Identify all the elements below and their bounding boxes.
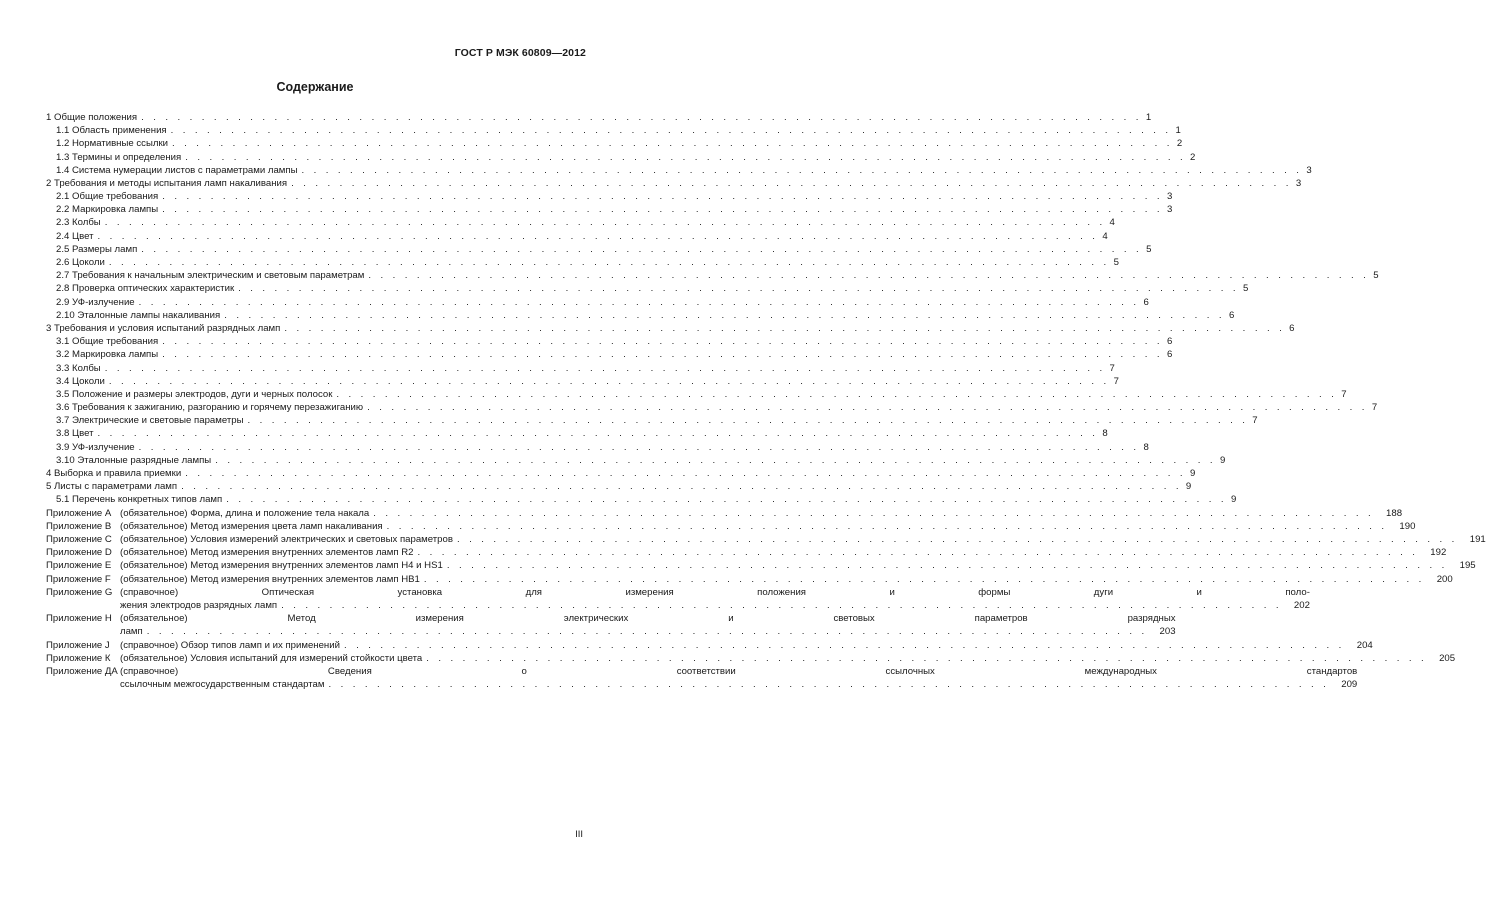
- appendix-entry[interactable]: [46, 652, 1456, 665]
- toc-entry-page: 1: [1175, 125, 1181, 137]
- toc-entry-label: 2.5 Размеры ламп: [56, 243, 138, 255]
- toc-entry[interactable]: [46, 151, 1196, 164]
- appendix-body: [120, 559, 1476, 572]
- appendix-title: (справочное) Обзор типов ламп и их применений: [120, 639, 340, 651]
- appendix-entry[interactable]: [46, 612, 1176, 638]
- toc-entry-label: 4 Выборка и правила приемки: [46, 468, 182, 480]
- appendix-title: (обязательное) Условия измерений электрических и световых параметров: [120, 534, 453, 546]
- toc-entry-label: 1.1 Область применения: [56, 125, 167, 137]
- dot-leader: . . . . . . . . . . . . . . . . . . . . . . . . . . . . . . . . . . . . . . . . . . . . . . . . . . . . . . . . . . . . . . . . . . . . . . . . . . . . . . . . . . .: [108, 257, 1110, 269]
- dot-leader: . . . . . . . . . . . . . . . . . . . . . . . . . . . . . . . . . . . . . . . . . . . . . . . . . . . . . . . . . . . . . . . . . . . . . . . . . . . . . . . . . . .: [368, 270, 1370, 282]
- toc-entry-label: 1 Общие положения: [46, 111, 138, 123]
- dot-leader: . . . . . . . . . . . . . . . . . . . . . . . . . . . . . . . . . . . . . . . . . . . . . . . . . . . . . . . . . . . . . . . . . . . . . . . . . . . . . . . . . . .: [291, 177, 1292, 189]
- appendix-name: Приложение Н: [46, 613, 112, 625]
- appendix-body: [120, 586, 1310, 612]
- dot-leader: . . . . . . . . . . . . . . . . . . . . . . . . . . . . . . . . . . . . . . . . . . . . . . . . . . . . . . . . . . . . . . . . . . . . . . . . . . . . . . . . . . .: [446, 560, 1448, 572]
- appendix-body: [120, 520, 1415, 533]
- appendix-title-line: [120, 639, 1373, 652]
- dot-leader: . . . . . . . . . . . . . . . . . . . . . . . . . . . . . . . . . . . . . . . . . . . . . . . . . . . . . . . . . . . . . . . . . . . . . . . . . . . . . . . . . . .: [301, 164, 1303, 176]
- dot-leader: . . . . . . . . . . . . . . . . . . . . . . . . . . . . . . . . . . . . . . . . . . . . . . . . . . . . . . . . . . . . . . . . . . . . . . . . . . . . . . . . . . .: [146, 626, 1148, 638]
- toc-entry-page: 6: [1229, 309, 1235, 321]
- toc-entry[interactable]: [46, 111, 1152, 124]
- appendix-title: ламп: [120, 626, 143, 638]
- appendix-name: Приложение F: [46, 573, 111, 585]
- page-title: Содержание: [276, 80, 354, 94]
- appendix-title-line: [120, 586, 1310, 599]
- dot-leader: . . . . . . . . . . . . . . . . . . . . . . . . . . . . . . . . . . . . . . . . . . . . . . . . . . . . . . . . . . . . . . . . . . . . . . . . . . . . . . . . . . .: [104, 217, 1106, 229]
- toc-entry-page: 7: [1113, 375, 1119, 387]
- toc-entry[interactable]: [46, 454, 1226, 467]
- appendix-page: 195: [1459, 560, 1476, 572]
- appendix-body: [120, 652, 1455, 665]
- toc-entry-page: 3: [1167, 191, 1173, 203]
- toc-entry[interactable]: [46, 282, 1249, 295]
- appendix-name: Приложение ДА: [46, 666, 118, 677]
- appendix-name: Приложение J: [46, 639, 110, 651]
- toc-entry-label: 3.10 Эталонные разрядные лампы: [56, 454, 212, 466]
- toc-entry-page: 7: [1252, 415, 1258, 427]
- dot-leader: . . . . . . . . . . . . . . . . . . . . . . . . . . . . . . . . . . . . . . . . . . . . . . . . . . . . . . . . . . . . . . . . . . . . . . . . . . . . . . . . . . .: [141, 111, 1142, 123]
- dot-leader: . . . . . . . . . . . . . . . . . . . . . . . . . . . . . . . . . . . . . . . . . . . . . . . . . . . . . . . . . . . . . . . . . . . . . . . . . . . . . . . . . . .: [247, 415, 1249, 427]
- appendix-title: (обязательное) Метод измерения электрических и световых параметров разрядных: [120, 613, 1176, 625]
- appendix-title: (обязательное) Метод измерения внутренних элементов ламп R2: [120, 547, 414, 559]
- toc-entry-page: 3: [1306, 164, 1312, 176]
- toc-entry-page: 4: [1102, 230, 1108, 242]
- toc-entry-page: 7: [1371, 402, 1378, 414]
- appendix-entry[interactable]: [46, 573, 1453, 586]
- appendix-title: (обязательное) Метод измерения цвета ламп накаливания: [120, 520, 383, 532]
- dot-leader: . . . . . . . . . . . . . . . . . . . . . . . . . . . . . . . . . . . . . . . . . . . . . . . . . . . . . . . . . . . . . . . . . . . . . . . . . . . . . . . . . . .: [367, 402, 1368, 414]
- table-of-contents: [46, 111, 1486, 691]
- appendix-name: Приложение G: [46, 586, 113, 598]
- toc-entry[interactable]: [46, 230, 1108, 243]
- toc-entry-label: 2.1 Общие требования: [56, 191, 159, 203]
- toc-entry-page: 5: [1373, 270, 1379, 282]
- appendix-page: 192: [1430, 547, 1447, 559]
- toc-entry-page: 3: [1295, 177, 1302, 189]
- toc-entry-label: 5 Листы с параметрами ламп: [46, 481, 178, 493]
- dot-leader: . . . . . . . . . . . . . . . . . . . . . . . . . . . . . . . . . . . . . . . . . . . . . . . . . . . . . . . . . . . . . . . . . . . . . . . . . . . . . . . . . . .: [97, 230, 1099, 242]
- appendix-page: 190: [1399, 520, 1416, 532]
- appendix-title: (обязательное) Метод измерения внутренних элементов ламп HB1: [120, 573, 420, 585]
- appendix-page: 209: [1341, 679, 1358, 691]
- appendix-title-line: [120, 599, 1310, 612]
- toc-entry[interactable]: [46, 137, 1183, 150]
- appendix-page: 203: [1159, 626, 1176, 638]
- appendix-entry[interactable]: [46, 586, 1310, 612]
- toc-entry-page: 6: [1167, 336, 1173, 348]
- toc-entry-page: 5: [1242, 283, 1249, 295]
- dot-leader: . . . . . . . . . . . . . . . . . . . . . . . . . . . . . . . . . . . . . . . . . . . . . . . . . . . . . . . . . . . . . . . . . . . . . . . . . . . . . . . . . . .: [456, 534, 1458, 546]
- toc-entry[interactable]: [46, 243, 1152, 256]
- dot-leader: . . . . . . . . . . . . . . . . . . . . . . . . . . . . . . . . . . . . . . . . . . . . . . . . . . . . . . . . . . . . . . . . . . . . . . . . . . . . . . . . . . .: [426, 652, 1428, 664]
- toc-entry[interactable]: [46, 414, 1258, 427]
- dot-leader: . . . . . . . . . . . . . . . . . . . . . . . . . . . . . . . . . . . . . . . . . . . . . . . . . . . . . . . . . . . . . . . . . . . . . . . . . . . . . . . . . . .: [238, 283, 1239, 295]
- toc-entry[interactable]: [46, 177, 1302, 190]
- toc-entry-label: 2.10 Эталонные лампы накаливания: [56, 309, 221, 321]
- appendix-page: 205: [1439, 652, 1456, 664]
- toc-entry-page: 5: [1113, 257, 1119, 269]
- toc-entry-page: 3: [1166, 204, 1173, 216]
- appendix-title: (справочное) Оптическая установка для измерения положения и формы дуги и поло-: [120, 586, 1310, 598]
- appendix-title-line: [120, 665, 1357, 678]
- toc-entry[interactable]: [46, 164, 1312, 177]
- toc-entry-label: 2.3 Колбы: [56, 217, 101, 229]
- toc-entry[interactable]: [46, 467, 1196, 480]
- appendix-title-line: [120, 652, 1455, 665]
- appendix-title-line: [120, 573, 1453, 586]
- dot-leader: . . . . . . . . . . . . . . . . . . . . . . . . . . . . . . . . . . . . . . . . . . . . . . . . . . . . . . . . . . . . . . . . . . . . . . . . . . . . . . . . . . .: [185, 468, 1187, 480]
- toc-entry-label: 3.6 Требования к зажиганию, разгоранию и горячему перезажиганию: [56, 402, 364, 414]
- dot-leader: . . . . . . . . . . . . . . . . . . . . . . . . . . . . . . . . . . . . . . . . . . . . . . . . . . . . . . . . . . . . . . . . . . . . . . . . . . . . . . . . . . .: [281, 600, 1282, 612]
- appendix-title-line: [120, 559, 1476, 572]
- dot-leader: . . . . . . . . . . . . . . . . . . . . . . . . . . . . . . . . . . . . . . . . . . . . . . . . . . . . . . . . . . . . . . . . . . . . . . . . . . . . . . . . . . .: [343, 639, 1345, 651]
- appendix-body: [120, 665, 1357, 691]
- dot-leader: . . . . . . . . . . . . . . . . . . . . . . . . . . . . . . . . . . . . . . . . . . . . . . . . . . . . . . . . . . . . . . . . . . . . . . . . . . . . . . . . . . .: [104, 362, 1106, 374]
- dot-leader: . . . . . . . . . . . . . . . . . . . . . . . . . . . . . . . . . . . . . . . . . . . . . . . . . . . . . . . . . . . . . . . . . . . . . . . . . . . . . . . . . . .: [284, 322, 1286, 334]
- appendix-entry[interactable]: [46, 533, 1486, 546]
- appendix-entry[interactable]: [46, 665, 1358, 691]
- toc-entry[interactable]: [46, 375, 1119, 388]
- toc-entry[interactable]: [46, 362, 1115, 375]
- appendix-title: (обязательное) Метод измерения внутренних элементов ламп H4 и HS1: [120, 560, 443, 572]
- toc-entry-page: 1: [1145, 111, 1152, 123]
- appendix-title-line: [120, 612, 1176, 625]
- toc-entry-label: 3.1 Общие требования: [56, 336, 159, 348]
- toc-entry-page: 9: [1220, 454, 1226, 466]
- dot-leader: . . . . . . . . . . . . . . . . . . . . . . . . . . . . . . . . . . . . . . . . . . . . . . . . . . . . . . . . . . . . . . . . . . . . . . . . . . . . . . . . . . .: [162, 336, 1163, 348]
- dot-leader: . . . . . . . . . . . . . . . . . . . . . . . . . . . . . . . . . . . . . . . . . . . . . . . . . . . . . . . . . . . . . . . . . . . . . . . . . . . . . . . . . . .: [215, 454, 1216, 466]
- dot-leader: . . . . . . . . . . . . . . . . . . . . . . . . . . . . . . . . . . . . . . . . . . . . . . . . . . . . . . . . . . . . . . . . . . . . . . . . . . . . . . . . . . .: [141, 243, 1143, 255]
- appendix-title: жения электродов разрядных ламп: [120, 600, 278, 612]
- dot-leader: . . . . . . . . . . . . . . . . . . . . . . . . . . . . . . . . . . . . . . . . . . . . . . . . . . . . . . . . . . . . . . . . . . . . . . . . . . . . . . . . . . .: [423, 573, 1425, 585]
- dot-leader: . . . . . . . . . . . . . . . . . . . . . . . . . . . . . . . . . . . . . . . . . . . . . . . . . . . . . . . . . . . . . . . . . . . . . . . . . . . . . . . . . . .: [138, 296, 1140, 308]
- dot-leader: . . . . . . . . . . . . . . . . . . . . . . . . . . . . . . . . . . . . . . . . . . . . . . . . . . . . . . . . . . . . . . . . . . . . . . . . . . . . . . . . . . .: [373, 507, 1375, 519]
- appendix-name: Приложение К: [46, 652, 111, 664]
- toc-entry-label: 5.1 Перечень конкретных типов ламп: [56, 494, 223, 506]
- dot-leader: . . . . . . . . . . . . . . . . . . . . . . . . . . . . . . . . . . . . . . . . . . . . . . . . . . . . . . . . . . . . . . . . . . . . . . . . . . . . . . . . . . .: [417, 547, 1419, 559]
- appendix-body: [120, 573, 1453, 586]
- dot-leader: . . . . . . . . . . . . . . . . . . . . . . . . . . . . . . . . . . . . . . . . . . . . . . . . . . . . . . . . . . . . . . . . . . . . . . . . . . . . . . . . . . .: [181, 481, 1182, 493]
- dot-leader: . . . . . . . . . . . . . . . . . . . . . . . . . . . . . . . . . . . . . . . . . . . . . . . . . . . . . . . . . . . . . . . . . . . . . . . . . . . . . . . . . . .: [97, 428, 1099, 440]
- appendix-title: (справочное) Сведения о соответствии ссылочных международных стандартов: [120, 666, 1358, 677]
- toc-entry[interactable]: [46, 493, 1237, 506]
- dot-leader: . . . . . . . . . . . . . . . . . . . . . . . . . . . . . . . . . . . . . . . . . . . . . . . . . . . . . . . . . . . . . . . . . . . . . . . . . . . . . . . . . . .: [162, 204, 1163, 216]
- toc-entry-label: 3.9 УФ-излучение: [56, 441, 135, 453]
- toc-entry[interactable]: [46, 335, 1173, 348]
- dot-leader: . . . . . . . . . . . . . . . . . . . . . . . . . . . . . . . . . . . . . . . . . . . . . . . . . . . . . . . . . . . . . . . . . . . . . . . . . . . . . . . . . . .: [336, 388, 1338, 400]
- appendix-name: Приложение Е: [46, 560, 112, 572]
- toc-entry-page: 6: [1166, 349, 1173, 361]
- appendix-body: [120, 639, 1373, 652]
- toc-entry-page: 6: [1143, 296, 1149, 308]
- toc-entry-page: 2: [1176, 138, 1183, 150]
- page-number: III: [575, 829, 583, 840]
- toc-entry-page: 6: [1289, 322, 1295, 334]
- dot-leader: . . . . . . . . . . . . . . . . . . . . . . . . . . . . . . . . . . . . . . . . . . . . . . . . . . . . . . . . . . . . . . . . . . . . . . . . . . . . . . . . . . .: [162, 191, 1163, 203]
- toc-entry[interactable]: [46, 428, 1108, 441]
- appendix-title: (обязательное) Форма, длина и положение тела накала: [120, 507, 370, 519]
- toc-entry[interactable]: [46, 190, 1173, 203]
- toc-entry-label: 3.4 Цоколи: [56, 375, 105, 387]
- appendix-title: ссылочным межгосударственным стандартам: [120, 679, 325, 691]
- dot-leader: . . . . . . . . . . . . . . . . . . . . . . . . . . . . . . . . . . . . . . . . . . . . . . . . . . . . . . . . . . . . . . . . . . . . . . . . . . . . . . . . . . .: [108, 375, 1110, 387]
- toc-entry-label: 3.3 Колбы: [56, 362, 101, 374]
- toc-entry[interactable]: [46, 256, 1119, 269]
- dot-leader: . . . . . . . . . . . . . . . . . . . . . . . . . . . . . . . . . . . . . . . . . . . . . . . . . . . . . . . . . . . . . . . . . . . . . . . . . . . . . . . . . . .: [226, 494, 1228, 506]
- appendix-entry[interactable]: [46, 507, 1403, 520]
- toc-entry-page: 4: [1109, 217, 1115, 229]
- dot-leader: . . . . . . . . . . . . . . . . . . . . . . . . . . . . . . . . . . . . . . . . . . . . . . . . . . . . . . . . . . . . . . . . . . . . . . . . . . . . . . . . . . .: [172, 138, 1173, 150]
- toc-entry-label: 2 Требования и методы испытания ламп накаливания: [46, 177, 288, 189]
- toc-entry-page: 5: [1146, 243, 1152, 255]
- appendix-page: 200: [1436, 573, 1453, 585]
- toc-entry-label: 3.7 Электрические и световые параметры: [56, 415, 244, 427]
- appendix-name: Приложение С: [46, 534, 112, 546]
- appendix-name: Приложение В: [46, 520, 112, 532]
- toc-entry[interactable]: [46, 388, 1347, 401]
- toc-entry-page: 9: [1231, 494, 1237, 506]
- toc-entry[interactable]: [46, 401, 1378, 414]
- dot-leader: . . . . . . . . . . . . . . . . . . . . . . . . . . . . . . . . . . . . . . . . . . . . . . . . . . . . . . . . . . . . . . . . . . . . . . . . . . . . . . . . . . .: [328, 679, 1330, 691]
- toc-entry[interactable]: [46, 322, 1295, 335]
- appendix-page: 188: [1386, 507, 1403, 519]
- appendix-entry[interactable]: [46, 520, 1416, 533]
- toc-entry-page: 7: [1109, 362, 1115, 374]
- appendix-title-line: [120, 678, 1357, 691]
- toc-entry-label: 2.2 Маркировка лампы: [56, 204, 159, 216]
- toc-entry[interactable]: [46, 348, 1173, 361]
- toc-entry[interactable]: [46, 480, 1192, 493]
- appendix-entry[interactable]: [46, 546, 1447, 559]
- appendix-title-line: [120, 625, 1176, 638]
- toc-entry-page: 8: [1143, 441, 1149, 453]
- toc-entry-page: 8: [1102, 428, 1108, 440]
- appendix-page: 204: [1356, 639, 1373, 651]
- toc-entry[interactable]: [46, 269, 1379, 282]
- toc-entry-label: 2.9 УФ-излучение: [56, 296, 135, 308]
- dot-leader: . . . . . . . . . . . . . . . . . . . . . . . . . . . . . . . . . . . . . . . . . . . . . . . . . . . . . . . . . . . . . . . . . . . . . . . . . . . . . . . . . . .: [386, 520, 1388, 532]
- toc-entry-page: 9: [1185, 481, 1192, 493]
- appendix-body: [120, 612, 1176, 638]
- dot-leader: . . . . . . . . . . . . . . . . . . . . . . . . . . . . . . . . . . . . . . . . . . . . . . . . . . . . . . . . . . . . . . . . . . . . . . . . . . . . . . . . . . .: [224, 309, 1225, 321]
- appendix-entry[interactable]: [46, 559, 1476, 572]
- appendix-page: 191: [1469, 534, 1486, 546]
- toc-entry-label: 2.8 Проверка оптических характеристик: [56, 283, 235, 295]
- toc-entry-label: 2.4 Цвет: [56, 230, 94, 242]
- document-code: ГОСТ Р МЭК 60809—2012: [454, 47, 586, 59]
- appendix-body: [120, 533, 1486, 546]
- dot-leader: . . . . . . . . . . . . . . . . . . . . . . . . . . . . . . . . . . . . . . . . . . . . . . . . . . . . . . . . . . . . . . . . . . . . . . . . . . . . . . . . . . .: [185, 151, 1187, 163]
- appendix-title-line: [120, 546, 1446, 559]
- toc-entry-label: 3 Требования и условия испытаний разрядных ламп: [46, 322, 281, 334]
- appendix-title: (обязательное) Условия испытаний для измерений стойкости цвета: [120, 652, 423, 664]
- toc-entry-label: 3.5 Положение и размеры электродов, дуги и черных полосок: [56, 388, 333, 400]
- toc-entry[interactable]: [46, 217, 1115, 230]
- toc-entry-label: 2.7 Требования к начальным электрическим и световым параметрам: [56, 270, 365, 282]
- toc-entry[interactable]: [46, 309, 1235, 322]
- toc-entry-label: 1.2 Нормативные ссылки: [56, 138, 169, 150]
- dot-leader: . . . . . . . . . . . . . . . . . . . . . . . . . . . . . . . . . . . . . . . . . . . . . . . . . . . . . . . . . . . . . . . . . . . . . . . . . . . . . . . . . . .: [162, 349, 1163, 361]
- appendix-body: [120, 507, 1402, 520]
- toc-entry-label: 2.6 Цоколи: [56, 257, 105, 269]
- appendix-name: Приложение А: [46, 507, 112, 519]
- appendix-title-line: [120, 507, 1402, 520]
- toc-entry-label: 3.8 Цвет: [56, 428, 94, 440]
- appendix-title-line: [120, 533, 1486, 546]
- dot-leader: . . . . . . . . . . . . . . . . . . . . . . . . . . . . . . . . . . . . . . . . . . . . . . . . . . . . . . . . . . . . . . . . . . . . . . . . . . . . . . . . . . .: [138, 441, 1140, 453]
- toc-entry-page: 7: [1341, 388, 1347, 400]
- toc-entry-page: 2: [1190, 151, 1196, 163]
- toc-entry-label: 1.3 Термины и определения: [56, 151, 182, 163]
- appendix-title-line: [120, 520, 1415, 533]
- toc-entry[interactable]: [46, 124, 1181, 137]
- toc-entry[interactable]: [46, 441, 1149, 454]
- appendix-entry[interactable]: [46, 639, 1373, 652]
- appendix-name: Приложение D: [46, 547, 112, 559]
- toc-entry-page: 9: [1190, 468, 1196, 480]
- appendix-body: [120, 546, 1446, 559]
- toc-entry-label: 3.2 Маркировка лампы: [56, 349, 159, 361]
- toc-entry-label: 1.4 Система нумерации листов с параметрами лампы: [56, 164, 298, 176]
- toc-entry[interactable]: [46, 203, 1173, 216]
- dot-leader: . . . . . . . . . . . . . . . . . . . . . . . . . . . . . . . . . . . . . . . . . . . . . . . . . . . . . . . . . . . . . . . . . . . . . . . . . . . . . . . . . . .: [170, 125, 1172, 137]
- toc-entry[interactable]: [46, 296, 1149, 309]
- appendix-page: 202: [1293, 600, 1310, 612]
